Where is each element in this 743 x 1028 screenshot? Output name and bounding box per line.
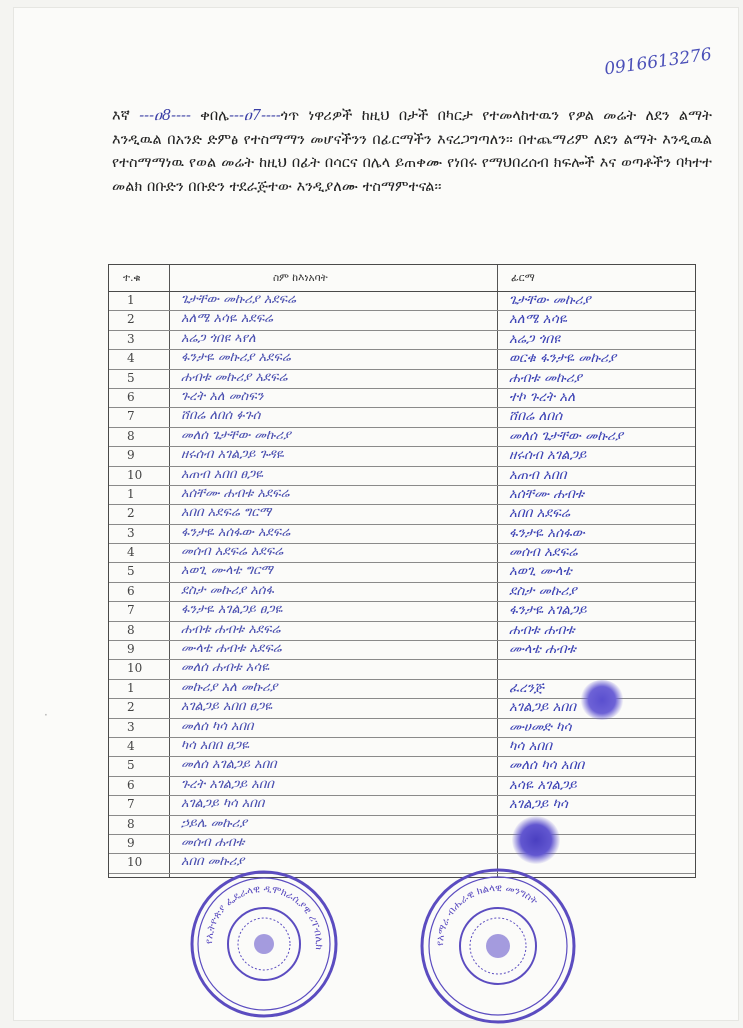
row-signature: ሸበሬ ለበሰ [509, 408, 563, 425]
row-number: 10 [127, 855, 143, 870]
table-row [109, 447, 695, 466]
table-row [109, 311, 695, 330]
row-number: 6 [127, 583, 135, 598]
row-signature: አጠብ አበበ [509, 466, 567, 483]
row-signature: አሳዬ አገልጋይ [509, 776, 577, 793]
got-blank: ---ዐ7---- [229, 107, 281, 124]
table-row [109, 602, 695, 621]
row-number: 7 [127, 797, 135, 812]
row-signature: ፋንታዬ አሰፋው [509, 524, 585, 541]
row-number: 9 [127, 642, 135, 657]
row-signature: ሙላቴ ሐብቱ [509, 641, 576, 658]
row-name: አወጊ ሙላቴ ግርማ [181, 563, 273, 579]
row-number: 1 [127, 486, 135, 501]
table-row [109, 544, 695, 563]
row-name: ሸበሬ ለበሰ ፉጉሰ [181, 408, 261, 424]
phone-number-handwritten: 0916613276 [603, 44, 714, 80]
row-number: 10 [127, 661, 143, 676]
table-row [109, 370, 695, 389]
table-row [109, 816, 695, 835]
row-number: 2 [127, 506, 135, 521]
header-number: ተ.ቁ [123, 272, 141, 284]
row-number: 6 [127, 389, 135, 404]
row-number: 5 [127, 564, 135, 579]
table-header [109, 265, 695, 292]
table-row [109, 408, 695, 427]
row-name: አበበ አደፍሬ ግርማ [181, 505, 272, 521]
row-name: አጠብ አበበ ፀጋዬ [181, 466, 263, 482]
paragraph-mid: ቀበሌ [190, 107, 230, 124]
row-number: 1 [127, 680, 135, 695]
stamp-left-text: የኢትዮጵያ ፌዴራላዊ ዲሞክራሲያዊ ሪፐብሊክ [203, 883, 325, 951]
fingerprint-mark [580, 680, 624, 720]
table-row [109, 796, 695, 815]
row-signature: አሰቸሙ ሐብቱ [509, 485, 584, 502]
row-number: 10 [127, 467, 143, 482]
table-row [109, 331, 695, 350]
signature-table [108, 264, 696, 878]
row-signature: አገልጋይ ካሳ [509, 796, 568, 813]
row-number: 2 [127, 700, 135, 715]
table-row [109, 467, 695, 486]
row-name: ካሳ አበበ ፀጋዬ [181, 737, 249, 753]
table-row [109, 428, 695, 447]
row-name: መለሰ ጌታቸው መኩሪያ [181, 427, 291, 443]
row-signature: ሐብቱ ሐብቱ [509, 621, 575, 638]
paragraph-intro: እኛ [112, 107, 140, 124]
row-number: 7 [127, 409, 135, 424]
row-name: አገልጋይ አበበ ፀጋዬ [181, 699, 273, 715]
document-page [14, 8, 738, 1020]
row-name: ሐብቱ መኩሪያ አደፍሬ [181, 369, 288, 385]
table-row [109, 622, 695, 641]
table-row [109, 350, 695, 369]
row-number: 5 [127, 370, 135, 385]
row-signature: ሐብቱ መኩሪያ [509, 369, 582, 386]
table-row [109, 660, 695, 679]
table-row [109, 641, 695, 660]
row-number: 3 [127, 719, 135, 734]
row-name: አለሜ አሳዬ አደፍሬ [181, 311, 273, 327]
row-signature: ጌታቸው መኩሪያ [509, 292, 591, 308]
table-row [109, 757, 695, 776]
kebele-blank: ---ዐ8---- [139, 107, 191, 124]
row-signature: ሙሀመድ ካሳ [509, 718, 572, 735]
row-signature: አወጊ ሙላቴ [509, 563, 572, 580]
table-row [109, 563, 695, 582]
row-signature: መለሰ ጌታቸው መኩሪያ [509, 427, 624, 444]
row-name: ደስታ መኩሪያ አሰፋ [181, 582, 274, 598]
table-row [109, 583, 695, 602]
table-row [109, 292, 695, 311]
row-number: 4 [127, 738, 135, 753]
row-number: 8 [127, 622, 135, 637]
stamp-right-text: የአማራ ብሔራዊ ክልላዊ መንግስት [434, 882, 540, 947]
table-body [109, 292, 695, 874]
row-name: መለሰ ካሳ አበበ [181, 718, 254, 734]
svg-text:የአማራ ብሔራዊ ክልላዊ መንግስት [435, 883, 540, 946]
row-signature: ደስታ መኩሪያ [509, 582, 577, 599]
row-name: ጉረት አገልጋይ አበበ [181, 776, 274, 792]
row-signature: አገልጋይ አበበ [509, 699, 576, 716]
row-name: ኃይሌ መኩሪያ [181, 815, 248, 831]
row-number: 4 [127, 351, 135, 366]
row-signature: ካሳ አበበ [509, 737, 552, 754]
table-row [109, 505, 695, 524]
row-name: ፋንታዬ መኩሪያ አደፍሬ [181, 350, 291, 366]
row-signature: አለሜ አሳዬ [509, 311, 567, 328]
row-signature: መለሰ ካሳ አበበ [509, 757, 585, 774]
table-row [109, 486, 695, 505]
header-signature: ፊርማ [511, 272, 535, 284]
row-number: 3 [127, 331, 135, 346]
header-name: ስም ከእነአባት [273, 272, 328, 284]
row-name: ሙላቴ ሐብቱ አደፍሬ [181, 641, 282, 657]
row-number: 5 [127, 758, 135, 773]
row-name: መሰብ ሐብቱ [181, 834, 245, 850]
row-number: 2 [127, 312, 135, 327]
row-signature: ፋንታዬ አገልጋይ [509, 602, 587, 619]
row-name: ጌታቸው መኩሪያ አደፍሬ [181, 292, 296, 307]
table-row [109, 835, 695, 854]
fingerprint-mark [512, 816, 560, 864]
row-number: 3 [127, 525, 135, 540]
paragraph-body: ጎጥ ነዋሪዎች ከዚህ በታች በካርታ የተመላከተዉን የዎል መሬት ለደን ልማት እንዲዉል በአንድ ድምፅ የተስማማን መሆናችንን በፊርማችን እናረጋግጣለን፡፡ በተጨማሪም ለደን ልማት እንዲዉል የተስማማነዉ የወል መሬት ከዚህ በፊት በሳርና በሌላ ይጠቀሙ የነበሩ የማህበረሰብ ክፍሎች እና ወጣቶችን ባካተተ መልክ በቡድን በቡድን ተደራጅተው እንዲያለሙ ተስማምተናል፡፡ [112, 107, 713, 195]
table-row [109, 777, 695, 796]
row-number: 9 [127, 448, 135, 463]
row-number: 7 [127, 603, 135, 618]
table-row [109, 719, 695, 738]
row-signature: አበበ አደፍሬ [509, 505, 570, 522]
row-name: መለሰ አገልጋይ አበበ [181, 757, 277, 773]
row-name: መኩሪያ አለ መኩሪያ [181, 679, 278, 695]
row-signature: መሰብ አደፍሬ [509, 544, 578, 561]
row-number: 9 [127, 835, 135, 850]
row-number: 1 [127, 293, 135, 307]
row-name: ፋንታዬ አገልጋይ ፀጋዬ [181, 602, 283, 618]
row-name: አሬጋ ጎበዩ ኣየለ [181, 330, 256, 346]
table-row [109, 389, 695, 408]
row-name: አገልጋይ ካሳ አበበ [181, 796, 265, 812]
table-row [109, 525, 695, 544]
row-name: ጉረት አለ መስፍን [181, 388, 264, 404]
row-signature: አሬጋ ጎበዩ [509, 330, 560, 347]
row-name: ፋንታዬ አሰፋው አደፍሬ [181, 524, 291, 540]
row-signature: ዘሩሰብ አገልጋይ [509, 447, 587, 464]
row-name: ዘሩሰብ አገልጋይ ጉዳዬ [181, 447, 284, 463]
row-number: 6 [127, 777, 135, 792]
row-name: አበበ መኩሪያ [181, 854, 245, 870]
row-signature: ተኮ ጉረት አለ [509, 388, 576, 405]
row-number: 8 [127, 816, 135, 831]
official-stamp-right [414, 864, 582, 1028]
row-number: 8 [127, 428, 135, 443]
official-stamp-left [184, 864, 344, 1024]
margin-dot: · [44, 708, 48, 722]
row-name: መለሰ ሐብቱ አሳዬ [181, 660, 269, 676]
row-name: አሰቸሙ ሐብቱ አደፍሬ [181, 485, 290, 501]
row-name: ሐብቱ ሐብቱ አደፍሬ [181, 621, 281, 637]
agreement-paragraph [112, 104, 712, 198]
row-signature: ፈረንጅ [509, 679, 544, 696]
table-row [109, 738, 695, 757]
row-signature: ወርቁ ፋንታዬ መኩሪያ [509, 350, 617, 367]
row-number: 4 [127, 545, 135, 560]
row-name: መሰብ አደፍሬ አደፍሬ [181, 544, 284, 560]
